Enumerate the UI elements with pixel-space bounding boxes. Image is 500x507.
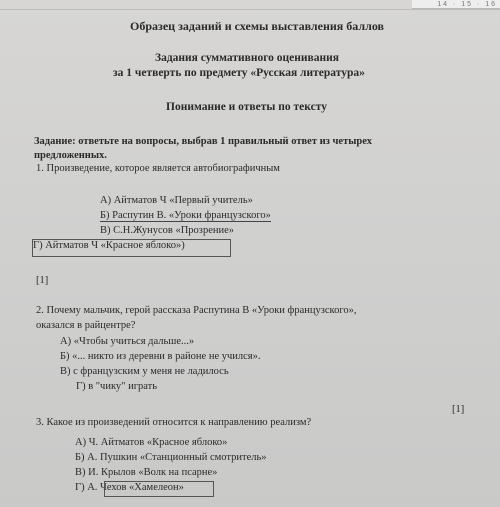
q1-option-b: Б) Распутин В. «Уроки французского» xyxy=(100,210,271,221)
q2-score: [1] xyxy=(452,404,465,415)
reading-title: Понимание и ответы по тексту xyxy=(166,101,327,113)
q1-score: [1] xyxy=(36,275,49,286)
section-title: Задания суммативного оценивания xyxy=(155,52,339,64)
q3-option-b: Б) А. Пушкин «Станционный смотритель» xyxy=(75,452,267,463)
question-3-text: 3. Какое из произведений относится к направлению реализм? xyxy=(36,417,312,428)
q1-option-d-box xyxy=(32,239,231,257)
q2-option-c: В) с французским у меня не ладилось xyxy=(60,366,229,377)
instruction-line-2: предложенных. xyxy=(34,150,107,161)
q2-option-a: А) «Чтобы учиться дальше...» xyxy=(60,336,195,347)
q2-option-b: Б) «... никто из деревни в районе не учился». xyxy=(60,351,261,362)
q3-option-d-box xyxy=(104,481,214,497)
question-2-text-line-1: 2. Почему мальчик, герой рассказа Распутина В «Уроки французского», xyxy=(36,305,357,316)
q3-option-a: А) Ч. Айтматов «Красное яблоко» xyxy=(75,437,228,448)
question-2-text-line-2: оказался в райцентре? xyxy=(36,320,136,331)
q1-option-a: А) Айтматов Ч «Первый учитель» xyxy=(100,195,253,206)
instruction-line-1: Задание: ответьте на вопросы, выбрав 1 правильный ответ из четырех xyxy=(34,136,372,147)
section-subtitle: за 1 четверть по предмету «Русская литература» xyxy=(113,67,365,79)
document-header: Образец заданий и схемы выставления баллов xyxy=(130,19,385,33)
q1-option-c: В) С.Н.Жунусов «Прозрение» xyxy=(100,225,235,236)
q3-option-d: Г) А. Чехов «Хамелеон» xyxy=(75,482,184,493)
question-1-text: 1. Произведение, которое является автобиографичным xyxy=(36,163,280,174)
q2-option-d: Г) в "чику" играть xyxy=(76,381,158,392)
ruler: 14 · 15 · 16 xyxy=(412,0,500,9)
page-top-edge xyxy=(0,9,500,10)
q1-option-d: Г) Айтматов Ч «Красное яблоко») xyxy=(33,240,185,251)
q3-option-c: В) И. Крылов «Волк на псарне» xyxy=(75,467,218,478)
